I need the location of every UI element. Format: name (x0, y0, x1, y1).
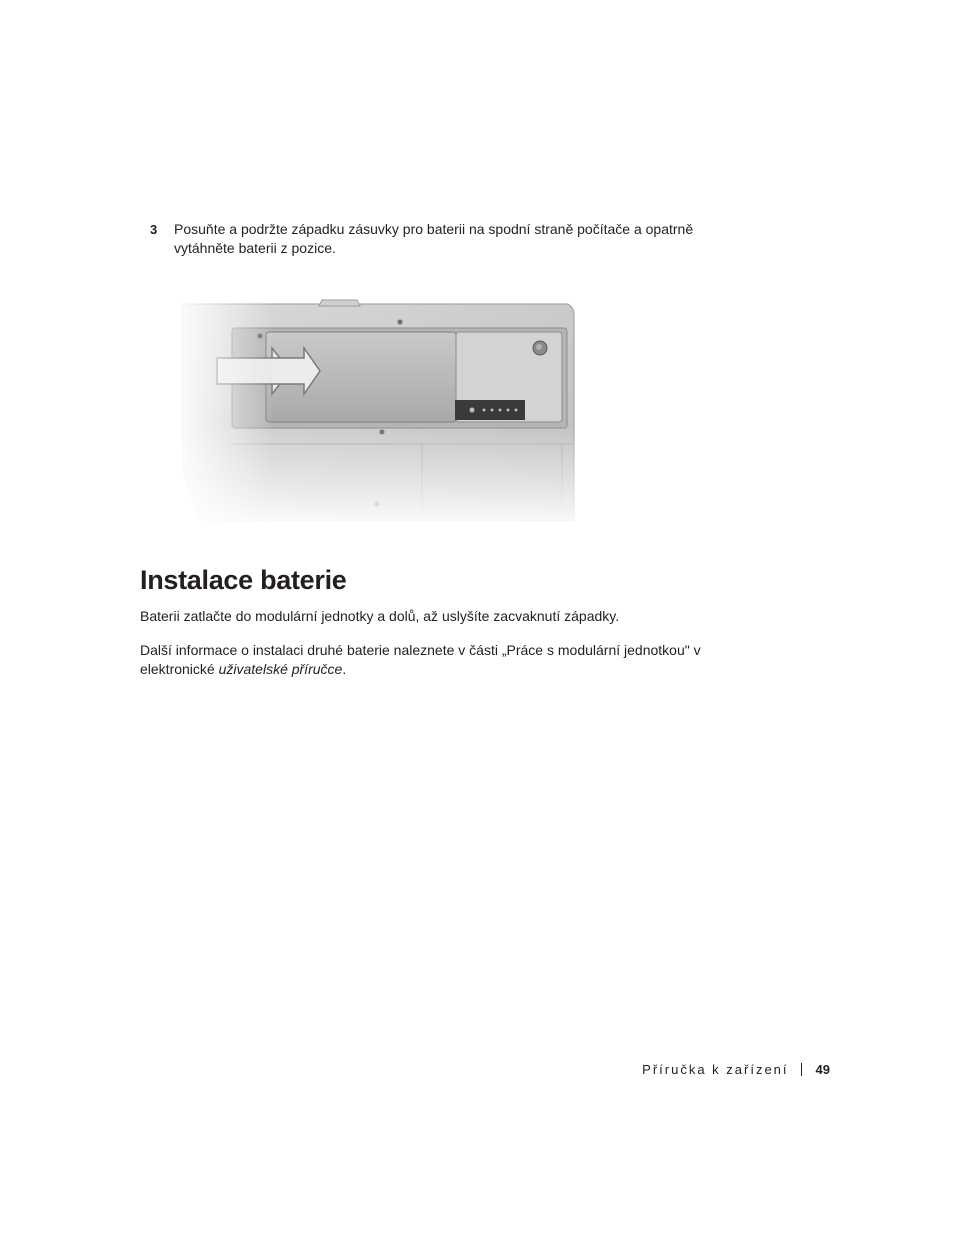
section-title: Instalace baterie (140, 565, 347, 595)
users-guide-reference: uživatelské příručce (218, 661, 343, 677)
footer-separator (801, 1063, 802, 1076)
paragraph-more-info (140, 641, 740, 679)
paragraph-install: Baterii zatlačte do modulární jednotky a dolů, až uslyšíte zacvaknutí západky. (140, 608, 620, 624)
footer-title: Příručka k zařízení (642, 1062, 789, 1077)
battery-removal-illustration (172, 296, 582, 531)
step-number: 3 (150, 222, 158, 237)
paragraph-more-info-text: Další informace o instalaci druhé baterie naleznete v části „Práce s modulární jednotkou" v elektronické (140, 642, 701, 677)
step-text: Posuňte a podržte západku zásuvky pro baterii na spodní straně počítače a opatrně vytáhněte baterii z pozice. (174, 221, 694, 256)
step-3 (150, 220, 730, 258)
page-footer (642, 1062, 830, 1077)
page-number: 49 (815, 1062, 830, 1077)
paragraph-more-info-end: . (342, 661, 347, 677)
